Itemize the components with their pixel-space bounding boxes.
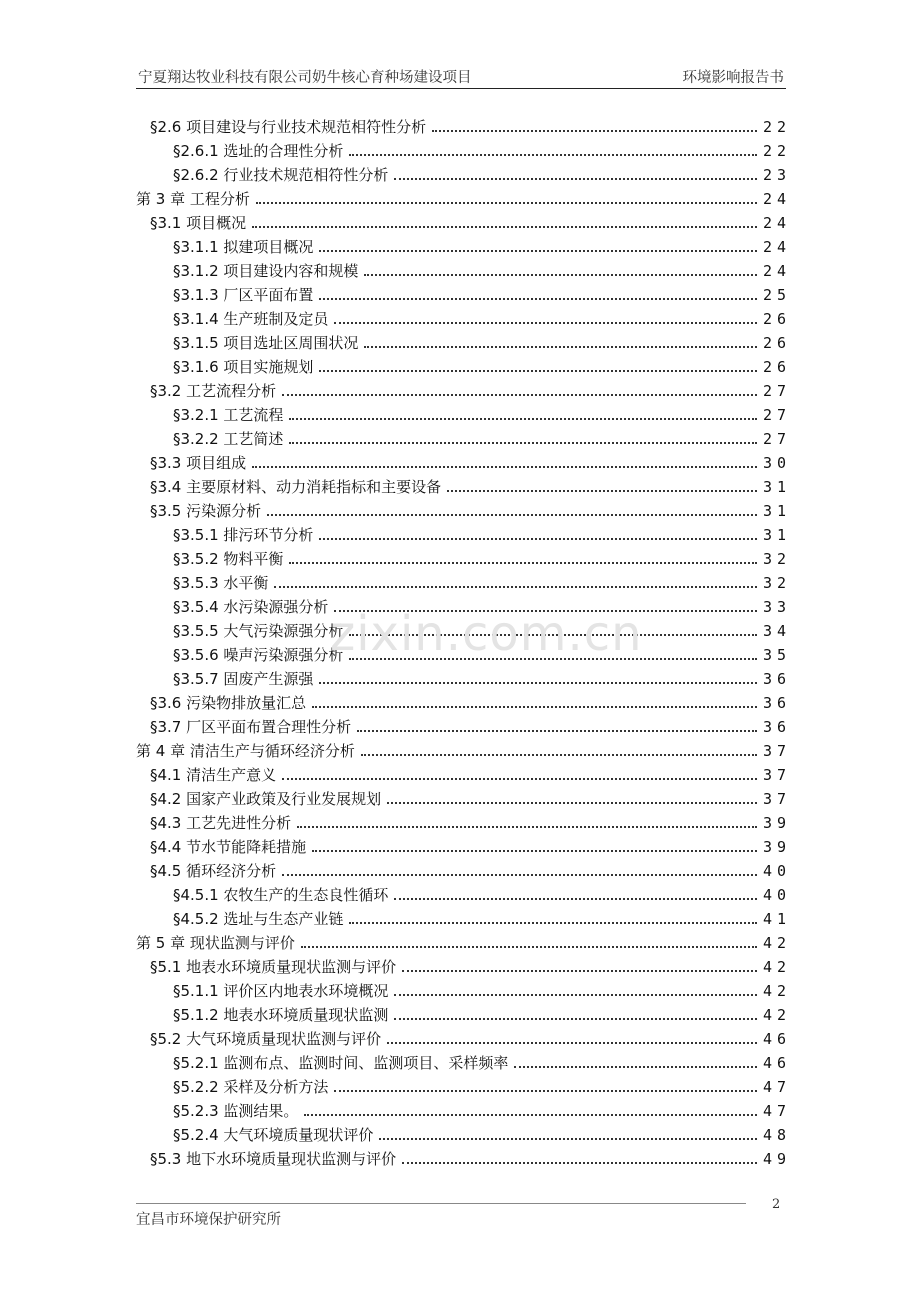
toc-entry-title: §4.4 节水节能降耗措施 <box>150 838 307 856</box>
toc-entry-page: 36 <box>762 670 791 688</box>
toc-entry[interactable] <box>136 737 791 761</box>
toc-leader-dots <box>312 850 757 852</box>
watermark-text: zixin.com.cn <box>330 606 643 662</box>
toc-entry-title: §4.1 清洁生产意义 <box>150 766 277 784</box>
toc-entry[interactable] <box>136 209 791 233</box>
toc-leader-dots <box>289 418 757 420</box>
toc-entry-page: 23 <box>762 166 791 184</box>
toc-entry[interactable] <box>136 1145 791 1169</box>
toc-entry-page: 27 <box>762 382 791 400</box>
toc-entry-title: §3.2.1 工艺流程 <box>173 406 284 424</box>
toc-entry-page: 24 <box>762 214 791 232</box>
toc-entry-page: 46 <box>762 1054 791 1072</box>
toc-entry-title: §5.1 地表水环境质量现状监测与评价 <box>150 958 397 976</box>
toc-entry-page: 27 <box>762 406 791 424</box>
toc-entry-page: 40 <box>762 862 791 880</box>
toc-leader-dots <box>514 1066 757 1068</box>
toc-entry[interactable] <box>136 569 791 593</box>
toc-leader-dots <box>282 874 757 876</box>
toc-leader-dots <box>274 586 757 588</box>
toc-leader-dots <box>349 658 757 660</box>
toc-leader-dots <box>319 250 757 252</box>
toc-entry-page: 27 <box>762 430 791 448</box>
toc-entry-page: 47 <box>762 1102 791 1120</box>
toc-leader-dots <box>349 922 757 924</box>
toc-entry[interactable] <box>136 1097 791 1121</box>
toc-entry-page: 35 <box>762 646 791 664</box>
toc-entry[interactable] <box>136 905 791 929</box>
toc-entry-title: §5.3 地下水环境质量现状监测与评价 <box>150 1150 397 1168</box>
toc-entry-title: §3.4 主要原材料、动力消耗指标和主要设备 <box>150 478 442 496</box>
toc-entry-title: §3.1.6 项目实施规划 <box>173 358 314 376</box>
toc-entry-page: 47 <box>762 1078 791 1096</box>
toc-entry[interactable] <box>136 497 791 521</box>
toc-entry[interactable] <box>136 929 791 953</box>
toc-entry-title: §4.3 工艺先进性分析 <box>150 814 292 832</box>
toc-entry-page: 30 <box>762 454 791 472</box>
toc-entry-page: 40 <box>762 886 791 904</box>
footer-organization: 宜昌市环境保护研究所 <box>136 1212 281 1228</box>
toc-entry[interactable] <box>136 761 791 785</box>
toc-leader-dots <box>282 778 757 780</box>
toc-entry[interactable] <box>136 161 791 185</box>
toc-entry[interactable] <box>136 785 791 809</box>
toc-entry[interactable] <box>136 1073 791 1097</box>
toc-leader-dots <box>334 322 757 324</box>
toc-entry-title: §4.5.1 农牧生产的生态良性循环 <box>173 886 389 904</box>
toc-entry-title: §5.2.1 监测布点、监测时间、监测项目、采样频率 <box>173 1054 509 1072</box>
toc-entry-title: §4.2 国家产业政策及行业发展规划 <box>150 790 382 808</box>
toc-entry[interactable] <box>136 833 791 857</box>
toc-entry-title: §3.1.1 拟建项目概况 <box>173 238 314 256</box>
toc-entry-title: §5.2 大气环境质量现状监测与评价 <box>150 1030 382 1048</box>
toc-entry-title: §2.6 项目建设与行业技术规范相符性分析 <box>150 118 427 136</box>
toc-entry[interactable] <box>136 881 791 905</box>
toc-entry-title: §2.6.2 行业技术规范相符性分析 <box>173 166 389 184</box>
toc-entry[interactable] <box>136 1025 791 1049</box>
toc-entry-page: 42 <box>762 982 791 1000</box>
toc-entry-page: 31 <box>762 478 791 496</box>
toc-entry-page: 31 <box>762 526 791 544</box>
toc-entry-title: §3.5 污染源分析 <box>150 502 262 520</box>
toc-entry[interactable] <box>136 617 791 641</box>
toc-entry[interactable] <box>136 1121 791 1145</box>
toc-leader-dots <box>364 346 757 348</box>
toc-leader-dots <box>319 298 757 300</box>
toc-entry-page: 41 <box>762 910 791 928</box>
toc-entry-page: 37 <box>762 766 791 784</box>
toc-leader-dots <box>312 706 757 708</box>
page-header <box>136 64 786 89</box>
toc-entry-page: 22 <box>762 142 791 160</box>
toc-leader-dots <box>301 946 757 948</box>
toc-leader-dots <box>394 178 757 180</box>
toc-entry-page: 32 <box>762 550 791 568</box>
toc-leader-dots <box>349 154 757 156</box>
toc-entry-page: 31 <box>762 502 791 520</box>
toc-entry[interactable] <box>136 233 791 257</box>
toc-leader-dots <box>357 730 757 732</box>
toc-entry-title: §3.2.2 工艺简述 <box>173 430 284 448</box>
toc-leader-dots <box>282 394 757 396</box>
toc-entry-title: §5.2.4 大气环境质量现状评价 <box>173 1126 374 1144</box>
toc-leader-dots <box>379 1138 757 1140</box>
header-report-type: 环境影响报告书 <box>682 70 784 86</box>
toc-entry-title: §4.5 循环经济分析 <box>150 862 277 880</box>
toc-entry[interactable] <box>136 665 791 689</box>
toc-entry-page: 32 <box>762 574 791 592</box>
toc-entry-title: §3.5.5 大气污染源强分析 <box>173 622 344 640</box>
toc-leader-dots <box>394 1018 757 1020</box>
toc-entry-title: §3.1 项目概况 <box>150 214 247 232</box>
toc-leader-dots <box>349 634 757 636</box>
toc-leader-dots <box>289 442 757 444</box>
toc-entry-page: 26 <box>762 334 791 352</box>
toc-entry[interactable] <box>136 713 791 737</box>
toc-entry-title: §3.3 项目组成 <box>150 454 247 472</box>
toc-entry-title: §3.5.3 水平衡 <box>173 574 269 592</box>
toc-entry-page: 24 <box>762 262 791 280</box>
toc-leader-dots <box>304 1114 757 1116</box>
toc-entry-page: 37 <box>762 742 791 760</box>
toc-entry-page: 49 <box>762 1150 791 1168</box>
toc-leader-dots <box>252 226 757 228</box>
toc-leader-dots <box>432 130 757 132</box>
footer-page-number: 2 <box>772 1197 781 1212</box>
toc-entry-page: 42 <box>762 1006 791 1024</box>
toc-entry-title: 第 4 章 清洁生产与循环经济分析 <box>136 742 355 760</box>
toc-entry[interactable] <box>136 689 791 713</box>
toc-entry-page: 24 <box>762 190 791 208</box>
toc-entry[interactable] <box>136 305 791 329</box>
toc-entry-page: 42 <box>762 934 791 952</box>
toc-entry[interactable] <box>136 401 791 425</box>
toc-leader-dots <box>447 490 757 492</box>
toc-leader-dots <box>361 754 757 756</box>
toc-leader-dots <box>394 898 757 900</box>
toc-entry-title: §3.5.6 噪声污染源强分析 <box>173 646 344 664</box>
toc-entry-title: §5.2.3 监测结果。 <box>173 1102 299 1120</box>
toc-entry[interactable] <box>136 353 791 377</box>
toc-entry-page: 42 <box>762 958 791 976</box>
toc-entry-page: 36 <box>762 694 791 712</box>
toc-leader-dots <box>267 514 757 516</box>
table-of-contents <box>136 113 791 1169</box>
toc-entry[interactable] <box>136 809 791 833</box>
toc-entry-title: §3.5.1 排污环节分析 <box>173 526 314 544</box>
toc-entry[interactable] <box>136 1049 791 1073</box>
toc-entry-title: §3.6 污染物排放量汇总 <box>150 694 307 712</box>
toc-leader-dots <box>252 466 757 468</box>
toc-entry[interactable] <box>136 473 791 497</box>
toc-entry-title: §3.5.7 固废产生源强 <box>173 670 314 688</box>
footer-divider <box>136 1203 746 1204</box>
toc-entry[interactable] <box>136 377 791 401</box>
toc-leader-dots <box>402 970 757 972</box>
toc-entry[interactable] <box>136 113 791 137</box>
toc-entry-title: §2.6.1 选址的合理性分析 <box>173 142 344 160</box>
toc-entry-page: 25 <box>762 286 791 304</box>
toc-entry[interactable] <box>136 977 791 1001</box>
toc-entry-title: §3.7 厂区平面布置合理性分析 <box>150 718 352 736</box>
toc-entry-page: 39 <box>762 838 791 856</box>
toc-entry[interactable] <box>136 641 791 665</box>
toc-entry[interactable] <box>136 953 791 977</box>
toc-entry-title: §3.1.3 厂区平面布置 <box>173 286 314 304</box>
toc-leader-dots <box>289 562 757 564</box>
toc-leader-dots <box>319 538 757 540</box>
toc-entry-title: §5.1.1 评价区内地表水环境概况 <box>173 982 389 1000</box>
toc-entry-title: 第 3 章 工程分析 <box>136 190 250 208</box>
toc-entry-page: 24 <box>762 238 791 256</box>
toc-entry-title: §4.5.2 选址与生态产业链 <box>173 910 344 928</box>
toc-entry[interactable] <box>136 425 791 449</box>
toc-entry-page: 46 <box>762 1030 791 1048</box>
toc-leader-dots <box>394 994 757 996</box>
toc-entry[interactable] <box>136 329 791 353</box>
toc-entry-page: 26 <box>762 310 791 328</box>
toc-entry[interactable] <box>136 257 791 281</box>
toc-entry[interactable] <box>136 1001 791 1025</box>
header-project-title: 宁夏翔达牧业科技有限公司奶牛核心育种场建设项目 <box>138 70 472 86</box>
toc-entry[interactable] <box>136 137 791 161</box>
toc-leader-dots <box>364 274 757 276</box>
toc-entry-page: 48 <box>762 1126 791 1144</box>
toc-entry[interactable] <box>136 521 791 545</box>
toc-entry-page: 37 <box>762 790 791 808</box>
toc-entry-title: 第 5 章 现状监测与评价 <box>136 934 295 952</box>
toc-entry-page: 22 <box>762 118 791 136</box>
toc-leader-dots <box>319 682 757 684</box>
toc-entry-title: §3.1.4 生产班制及定员 <box>173 310 329 328</box>
toc-entry[interactable] <box>136 185 791 209</box>
toc-entry-title: §3.1.2 项目建设内容和规模 <box>173 262 359 280</box>
toc-leader-dots <box>319 370 757 372</box>
toc-entry[interactable] <box>136 281 791 305</box>
toc-entry-title: §5.1.2 地表水环境质量现状监测 <box>173 1006 389 1024</box>
toc-entry-page: 26 <box>762 358 791 376</box>
toc-entry-title: §3.2 工艺流程分析 <box>150 382 277 400</box>
toc-entry-title: §3.5.4 水污染源强分析 <box>173 598 329 616</box>
toc-entry-title: §3.1.5 项目选址区周围状况 <box>173 334 359 352</box>
toc-entry-page: 36 <box>762 718 791 736</box>
toc-leader-dots <box>334 1090 757 1092</box>
toc-entry-page: 39 <box>762 814 791 832</box>
toc-entry[interactable] <box>136 593 791 617</box>
toc-leader-dots <box>387 1042 757 1044</box>
toc-entry-title: §3.5.2 物料平衡 <box>173 550 284 568</box>
toc-leader-dots <box>256 202 757 204</box>
toc-leader-dots <box>297 826 757 828</box>
toc-leader-dots <box>402 1162 757 1164</box>
toc-entry-page: 34 <box>762 622 791 640</box>
toc-entry-title: §5.2.2 采样及分析方法 <box>173 1078 329 1096</box>
toc-leader-dots <box>334 610 757 612</box>
toc-leader-dots <box>387 802 757 804</box>
toc-entry-page: 33 <box>762 598 791 616</box>
toc-entry[interactable] <box>136 449 791 473</box>
toc-entry[interactable] <box>136 857 791 881</box>
toc-entry[interactable] <box>136 545 791 569</box>
